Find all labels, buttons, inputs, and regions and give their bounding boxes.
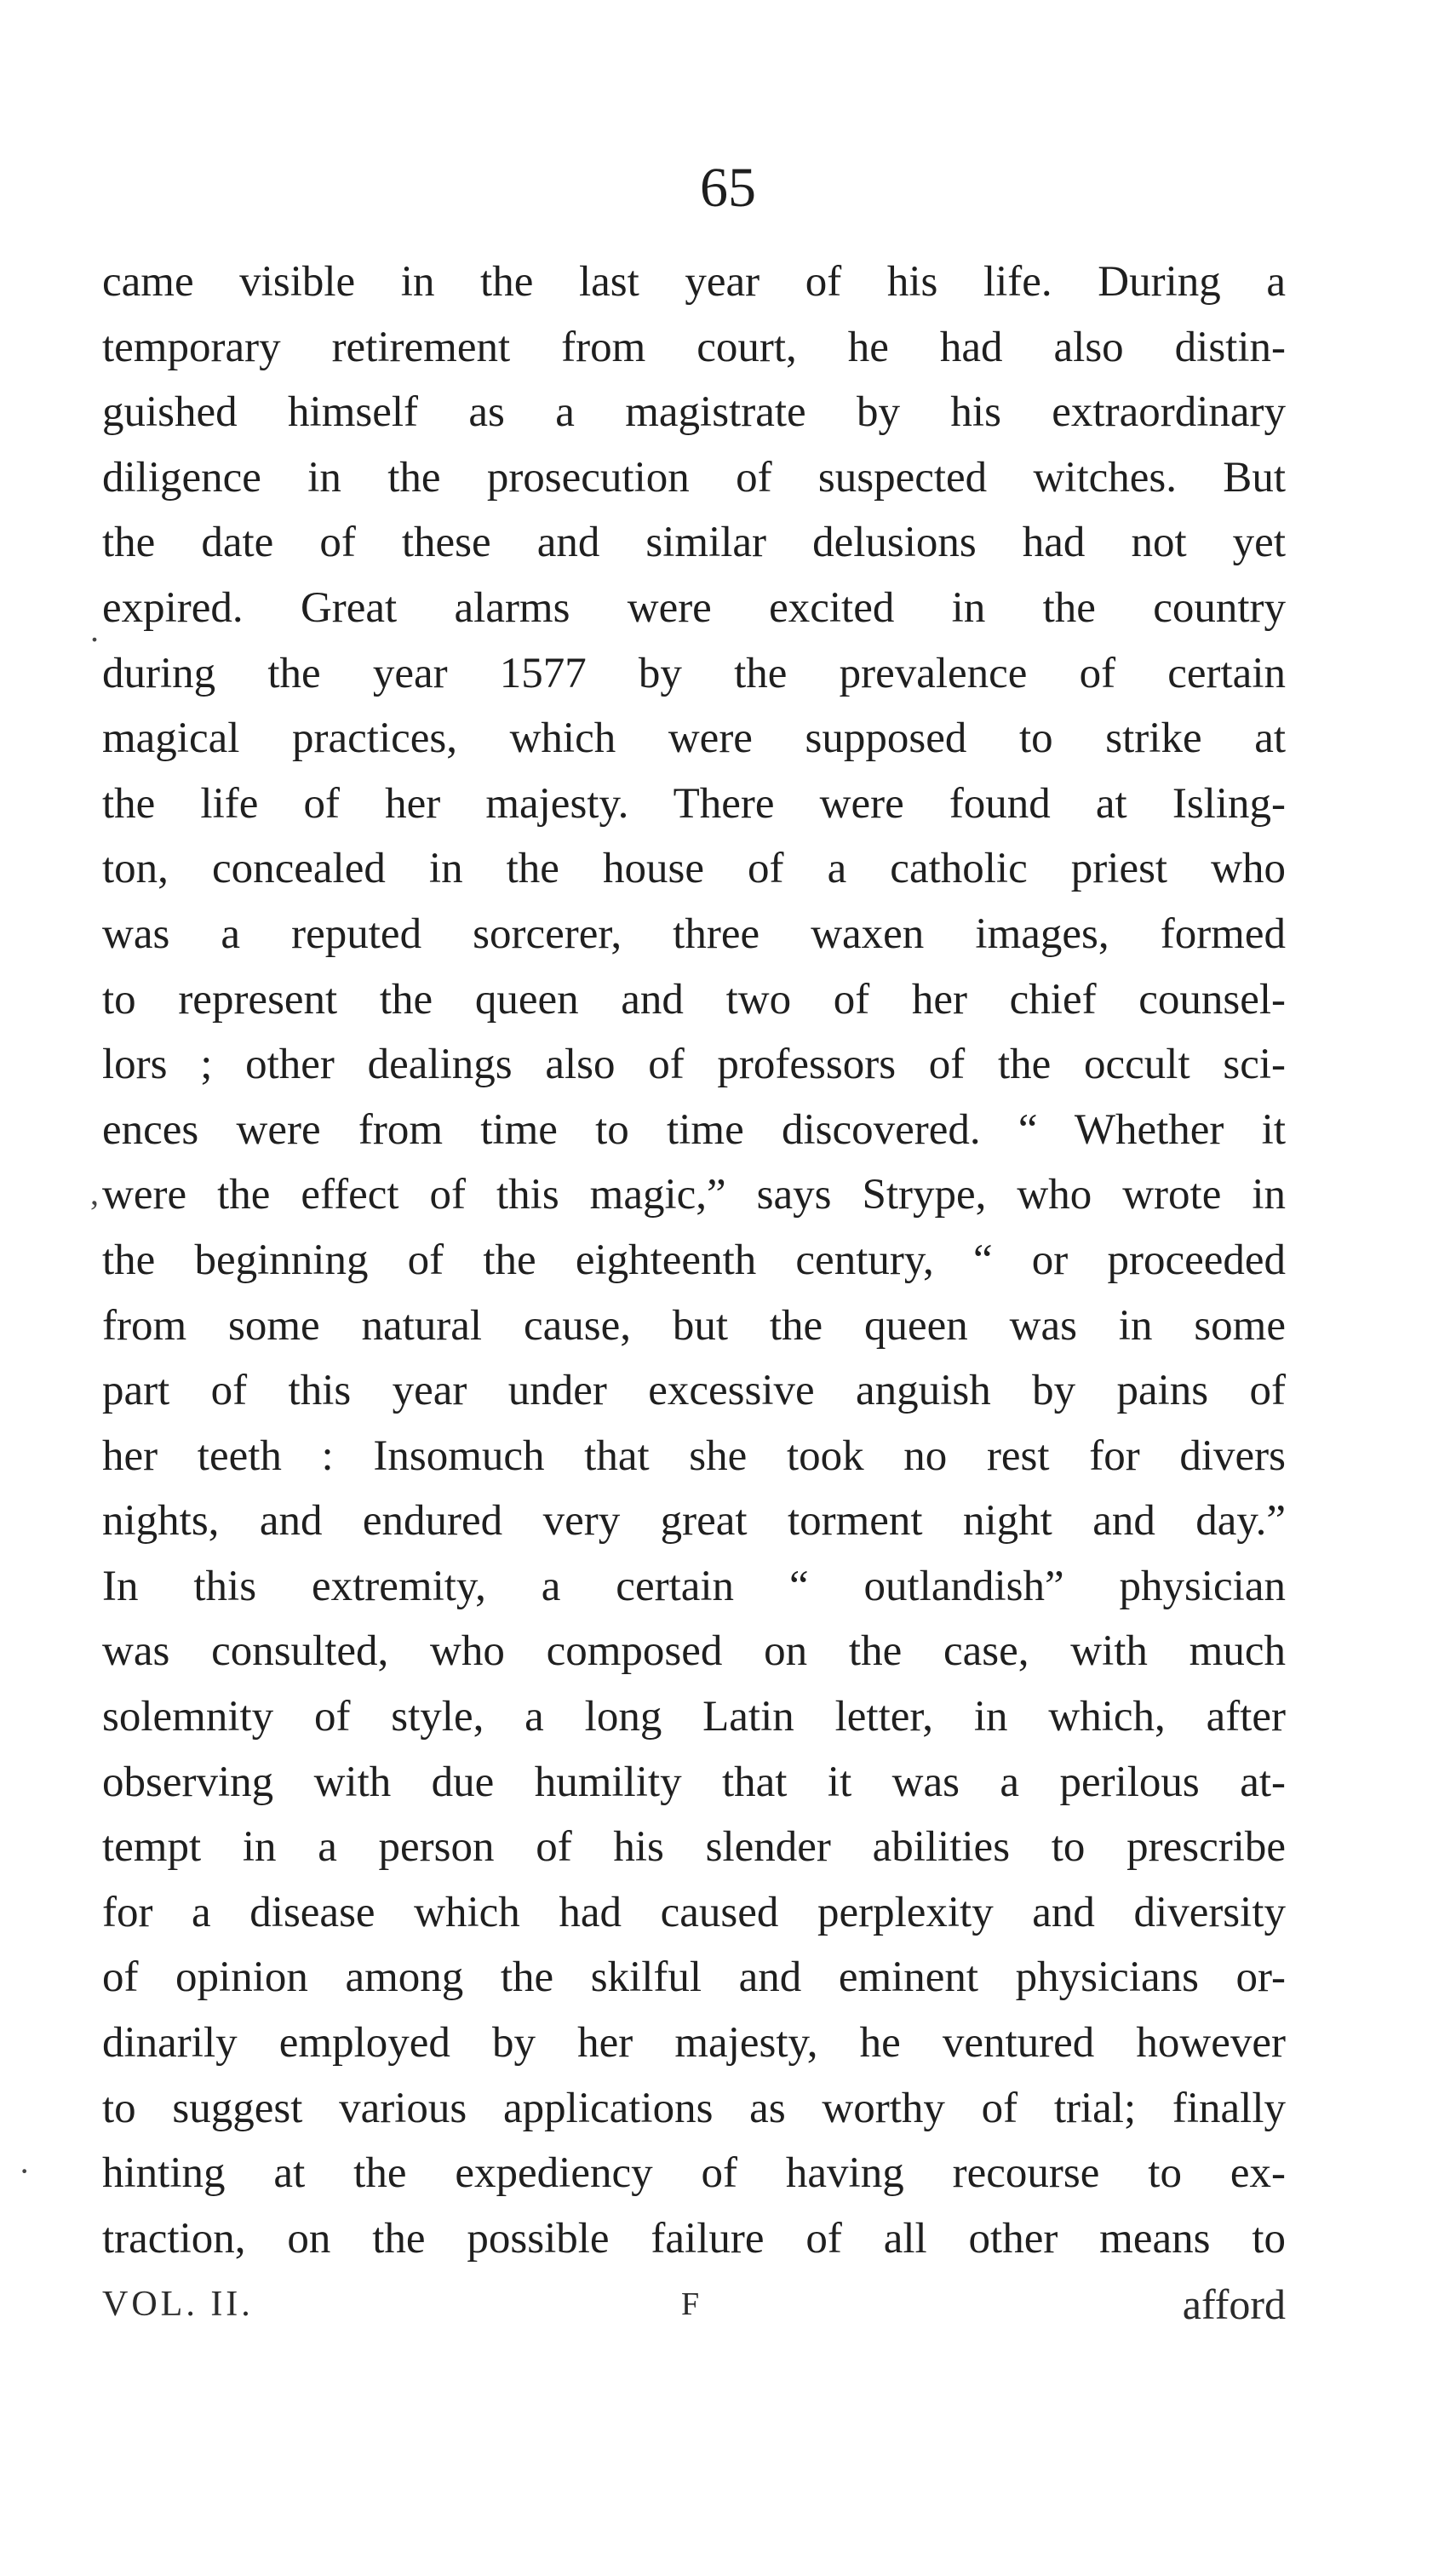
text-line: solemnity of style, a long Latin letter, in which, after <box>102 1693 1286 1741</box>
catchword: afford <box>1182 2280 1286 2328</box>
text-line: ton, concealed in the house of a catholic priest who <box>102 845 1286 893</box>
text-line: during the year 1577 by the prevalence of certain <box>102 649 1286 697</box>
text-line: In this extremity, a certain “ outlandish” physician <box>102 1562 1286 1610</box>
text-line: expired. Great alarms were excited in the country <box>102 583 1286 632</box>
text-line: came visible in the last year of his life. During a <box>102 258 1286 306</box>
text-line: was consulted, who composed on the case, with much <box>102 1627 1286 1676</box>
page-number: 65 <box>700 157 756 219</box>
text-line: observing with due humility that it was a perilous at- <box>102 1758 1286 1806</box>
margin-speck: . <box>90 611 99 649</box>
text-line: of opinion among the skilful and eminent physicians or- <box>102 1953 1286 2002</box>
text-line: nights, and endured very great torment night and day.” <box>102 1497 1286 1546</box>
text-line: magical practices, which were supposed to strike at <box>102 714 1286 763</box>
margin-speck: ’ <box>89 1193 100 1231</box>
text-line: hinting at the expediency of having recourse to ex- <box>102 2149 1286 2198</box>
text-line: traction, on the possible failure of all other means to <box>102 2214 1286 2263</box>
volume-mark: VOL. II. <box>102 2285 254 2324</box>
text-line: for a disease which had caused perplexity and diversity <box>102 1888 1286 1936</box>
text-line: was a reputed sorcerer, three waxen images, formed <box>102 909 1286 958</box>
text-line: ences were from time to time discovered. “ Whether it <box>102 1105 1286 1154</box>
body-text <box>102 250 1286 2271</box>
text-line: diligence in the prosecution of suspected witches. But <box>102 453 1286 502</box>
text-line: were the effect of this magic,” says Strype, who wrote in <box>102 1171 1286 1219</box>
text-line: from some natural cause, but the queen was in some <box>102 1301 1286 1350</box>
text-line: the date of these and similar delusions had not yet <box>102 519 1286 567</box>
text-line: to suggest various applications as worthy of trial; finally <box>102 2084 1286 2132</box>
text-line: part of this year under excessive anguish by pains of <box>102 1367 1286 1415</box>
margin-speck: · <box>19 2152 31 2190</box>
text-line: to represent the queen and two of her chief counsel- <box>102 975 1286 1024</box>
text-line: her teeth : Insomuch that she took no rest for divers <box>102 1431 1286 1480</box>
text-line: tempt in a person of his slender abilities to prescribe <box>102 1823 1286 1872</box>
text-line: dinarily employed by her majesty, he ventured however <box>102 2019 1286 2068</box>
signature-mark: F <box>681 2286 700 2322</box>
text-line: the life of her majesty. There were found at Isling- <box>102 779 1286 828</box>
text-line: temporary retirement from court, he had also distin- <box>102 323 1286 371</box>
text-line: the beginning of the eighteenth century, “ or proceeded <box>102 1236 1286 1284</box>
text-line: guished himself as a magistrate by his extraordinary <box>102 388 1286 437</box>
text-line: lors ; other dealings also of professors of the occult sci- <box>102 1041 1286 1089</box>
